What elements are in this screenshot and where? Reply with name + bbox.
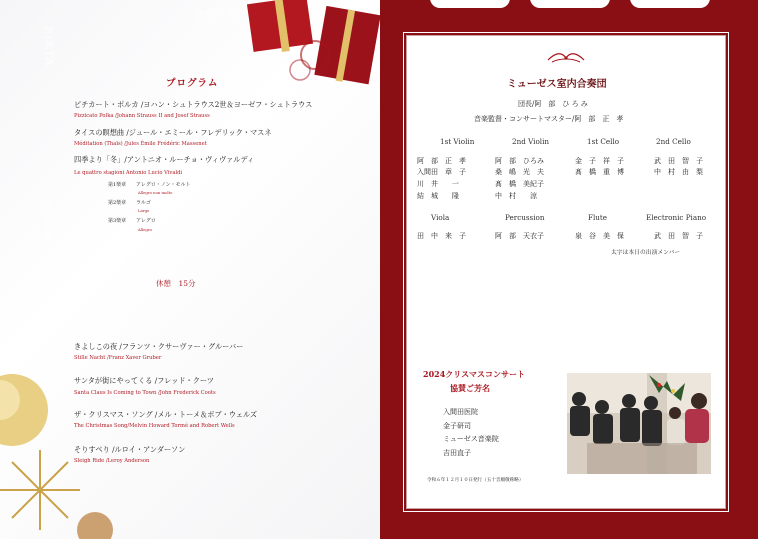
program-item: タイスの瞑想曲 /ジュール・エミール・フレデリック・マスネ [74,128,272,137]
section-name: Percussion [505,213,545,222]
program-item-en: Pizzicato Polka /Johann Strauss II and Josef Strauss [74,113,210,119]
sponsor-name: 吉田直子 [443,449,471,457]
watermark: PIXTA [41,26,55,67]
member: 金 子 祥 子 [575,157,624,165]
movement-title: アレグロ・ノン・モルト [136,182,191,188]
section-name: 1st Violin [440,137,475,146]
program-item-en: Méditation (Thaïs) /Jules Émile Frédéric Massenet [74,141,207,147]
section-name: Electronic Piano [646,213,707,222]
movement-title: アレグロ [136,218,156,224]
member: 武 田 智 子 [654,157,703,165]
page-tabs [430,0,758,12]
flourish-icon [546,50,586,66]
program-item: ピチカート・ポルカ /ヨハン・シュトラウス2世＆ヨーゼフ・シュトラウス [74,100,313,109]
sponsor-name: ミューゼス音楽院 [443,435,499,443]
section-name: Flute [588,213,608,222]
sponsor-title: 2024クリスマスコンサート [423,369,525,379]
ensemble-title: ミューゼス室内合奏団 [507,79,607,90]
member: 桑 嶋 光 夫 [495,168,544,176]
program-item-en: The Christmas Song/Melvin Howard Tormé and Robert Wells [74,423,235,429]
program-item-en: Le quattro stagioni Antonio Lucio Vivaldi [74,170,183,176]
watermark: PIXTA [195,8,236,21]
sponsor-name: 金子研司 [443,422,471,430]
program-item: そりすべり /ルロイ・アンダーソン [74,445,186,454]
section-name: 1st Cello [587,137,620,146]
member: 髙 橋 美紀子 [495,180,544,188]
member: 泉 谷 美 保 [575,232,624,240]
member: 武 田 智 子 [654,232,703,240]
movement-italian: Allegro non molto [138,190,173,195]
member: 結 城 隆 [417,192,459,200]
movement-number: 第3楽章 [108,218,127,224]
movement-italian: Largo [138,208,150,213]
movement-number: 第1楽章 [108,182,127,188]
movement-title: ラルゴ [136,200,151,206]
ensemble-leader: 団長/阿 部 ひ ろ み [518,100,588,108]
gift-ornament-icon [220,0,380,90]
watermark: PIXTA [41,201,55,242]
movement-number: 第2楽章 [108,200,127,206]
program-item: きよしこの夜 /フランツ・クサーヴァー・グルーバー [74,342,244,351]
bold-note: 太字は本日の出演メンバー [611,250,681,256]
member: 田 中 来 子 [417,232,466,240]
member: 中 村 由 梨 [654,168,703,176]
intermission: 休憩 15分 [156,279,196,288]
member: 阿 部 ひろみ [495,157,544,165]
program-item: ザ・クリスマス・ソング /メル・トーメ＆ボブ・ウェルズ [74,410,258,419]
member: 川 井 一 [417,180,459,188]
member: 髙 橋 重 博 [575,168,624,176]
member: 阿 部 正 孝 [417,157,466,165]
member: 入間田 章 子 [417,168,466,176]
ensemble-photo [567,373,711,474]
issue-date: 令和６年１２月１０日発行（五十音順敬称略） [427,478,524,483]
movement-italian: Allegro [138,227,152,232]
program-item: サンタが街にやってくる /フレッド・クーツ [74,376,214,385]
watermark: PIXTA [223,181,237,222]
program-item-en: Sleigh Ride /Leroy Anderson [74,458,150,464]
section-name: 2nd Cello [656,137,691,146]
section-name: 2nd Violin [512,137,550,146]
concertmaster: 音楽監督・コンサートマスター/阿 部 正 孝 [474,115,624,123]
sponsor-subtitle: 協賛ご芳名 [450,383,490,393]
program-title: プログラム [166,78,219,89]
sponsor-name: 入間田医院 [443,408,478,416]
member: 中 村 涼 [495,192,537,200]
section-name: Viola [431,213,450,222]
program-item-en: Stille Nacht /Franz Xaver Gruber [74,355,162,361]
program-item-en: Santa Claus Is Coming to Town /John Frederick Coots [74,390,216,396]
program-item: 四季より「冬」/アントニオ・ルーチョ・ヴィヴァルディ [74,155,255,164]
member: 阿 部 天衣子 [495,232,544,240]
